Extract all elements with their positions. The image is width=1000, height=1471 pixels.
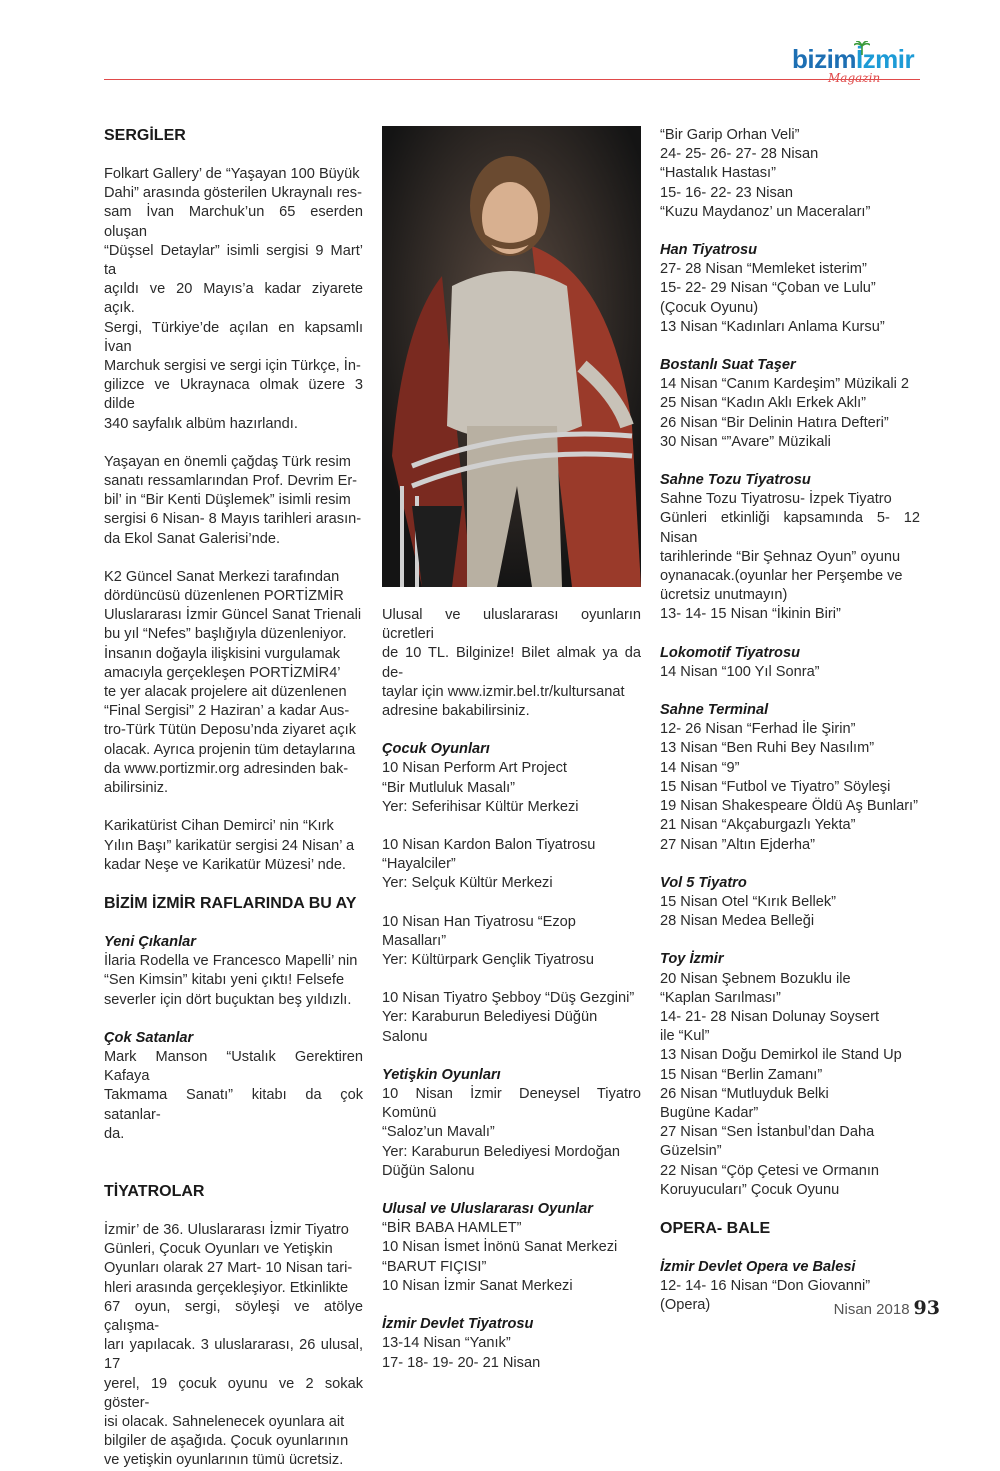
text-line: bilgiler de aşağıda. Çocuk oyunlarının [104, 1433, 349, 1450]
text-line: 15 Nisan “Berlin Zamanı” [660, 1066, 823, 1083]
text-line: 13 Nisan “Ben Ruhi Bey Nasılım” [660, 740, 875, 757]
text-line: Ulusal ve uluslararası oyunların ücretleri [382, 607, 641, 643]
text-line: Yer: Karaburun Belediyesi Mordoğan [382, 1143, 620, 1160]
text-line: açıldı ve 20 Mayıs’a kadar ziyarete açık. [104, 281, 363, 317]
text-line: 26 Nisan “Mutluyduk Belki [660, 1085, 829, 1102]
text-line: Koruyucuları” Çocuk Oyunu [660, 1181, 840, 1198]
paragraph-tiyatro-gunleri [104, 1221, 363, 1471]
text-line: bil’ in “Bir Kenti Düşlemek” isimli resim [104, 492, 351, 509]
text-line: Yılın Başı” karikatür sergisi 24 Nisan’ a [104, 837, 355, 854]
text-line: 12- 14- 16 Nisan “Don Giovanni” (Opera) [660, 1278, 871, 1314]
section-title-opera-bale: OPERA- BALE [660, 1219, 771, 1237]
text-line: severler için dört buçuktan beş yıldızlı. [104, 991, 352, 1008]
text-line: da Ekol Sanat Galerisi’nde. [104, 530, 281, 547]
text-line: “Saloz’un Mavalı” [382, 1124, 495, 1141]
subhead-cocuk-oyunlari: Çocuk Oyunları [382, 741, 490, 758]
text-line: Düğün Salonu [382, 1162, 475, 1179]
section-title-tiyatrolar: TİYATROLAR [104, 1182, 205, 1200]
text-line: dördüncüsü düzenlenen PORTİZMİR [104, 588, 344, 605]
text-line: 28 Nisan Medea Belleği [660, 913, 815, 930]
text-line: olacak. Ayrıca projenin tüm detaylarına [104, 741, 356, 758]
text-line: 10 Nisan Perform Art Project [382, 760, 567, 777]
listing-group [382, 836, 641, 894]
text-line: 13 Nisan Doğu Demirkol ile Stand Up [660, 1047, 902, 1064]
text-line: da. [104, 1125, 125, 1142]
text-line: 27 Nisan ”Altın Ejderha” [660, 836, 815, 853]
text-line: Güzelsin” [660, 1143, 722, 1160]
text-line: 10 Nisan Tiyatro Şebboy “Düş Gezgini” [382, 990, 635, 1007]
paragraph-devrim-erbil [104, 453, 363, 549]
text-line: Yaşayan en önemli çağdaş Türk resim [104, 453, 351, 470]
text-line: tarihlerinde “Bir Şehnaz Oyun” oyunu [660, 548, 901, 565]
listing-group [660, 663, 920, 682]
text-line: 26 Nisan “Bir Delinin Hatıra Defteri” [660, 414, 889, 431]
text-line: İlaria Rodella ve Francesco Mapelli’ nin [104, 953, 358, 970]
text-line: Sergi, Türkiye’de açılan en kapsamlı İvan [104, 319, 363, 355]
listing-group [660, 375, 920, 452]
text-line: 13- 14- 15 Nisan “İkinin Biri” [660, 606, 841, 623]
listing-group [382, 989, 641, 1047]
logo-text-izmir: İzmir [855, 44, 915, 74]
subhead-sahne-terminal: Sahne Terminal [660, 702, 769, 719]
brand-logo [792, 44, 922, 92]
text-line: 10 Nisan İzmir Deneysel Tiyatro Komünü [382, 1086, 641, 1122]
text-line: adresine bakabilirsiniz. [382, 703, 530, 720]
theatre-actor-photo [382, 126, 641, 587]
palm-tree-icon [854, 41, 870, 55]
text-line: 27 Nisan “Sen İstanbul’dan Daha [660, 1124, 875, 1141]
subhead-devlet-opera: İzmir Devlet Opera ve Balesi [660, 1258, 856, 1275]
section-title-raflar: BİZİM İZMİR RAFLARINDA BU AY [104, 894, 357, 912]
text-line: tro-Türk Tütün Deposu’nda ziyaret açık [104, 722, 356, 739]
paragraph-cok-satanlar [104, 1048, 363, 1144]
text-line: “Bir Mutluluk Masalı” [382, 779, 515, 796]
text-line: 15- 16- 22- 23 Nisan [660, 184, 794, 201]
subhead-yetiskin-oyunlari: Yetişkin Oyunları [382, 1066, 501, 1083]
listing-group [382, 1334, 641, 1372]
text-line: te yer alacak projelere ait düzenlenen [104, 684, 347, 701]
page-number: 93 [913, 1297, 940, 1319]
text-line: amacıyla gerçekleşen PORTİZMİR4’ [104, 664, 341, 681]
text-line: “Hastalık Hastası” [660, 165, 776, 182]
listing-group [660, 893, 920, 931]
paragraph-ucretler [382, 606, 641, 721]
text-line: sam İvan Marchuk’un 65 eserden oluşan [104, 204, 363, 240]
text-line: da www.portizmir.org adresinden bak- [104, 760, 349, 777]
text-line: 14 Nisan “100 Yıl Sonra” [660, 663, 820, 680]
listing-group [382, 759, 641, 817]
text-line: de 10 TL. Bilginize! Bilet almak ya da de- [382, 645, 641, 681]
text-line: Folkart Gallery’ de “Yaşayan 100 Büyük [104, 166, 360, 182]
subhead-han-tiyatrosu: Han Tiyatrosu [660, 242, 758, 259]
text-line: 15 Nisan Otel “Kırık Bellek” [660, 893, 836, 910]
text-line: 17- 18- 19- 20- 21 Nisan [382, 1354, 541, 1371]
subhead-ulusal-oyunlar: Ulusal ve Uluslararası Oyunlar [382, 1201, 593, 1218]
text-line: 24- 25- 26- 27- 28 Nisan [660, 146, 819, 163]
text-line: 22 Nisan “Çöp Çetesi ve Ormanın [660, 1162, 879, 1179]
text-line: sanatı ressamlarından Prof. Devrim Er- [104, 473, 358, 490]
paragraph-folkart [104, 165, 363, 434]
text-line: “Düşsel Detaylar” isimli sergisi 9 Mart’ ta [104, 242, 363, 279]
issue-date: Nisan 2018 [833, 1301, 910, 1318]
text-line: abilirsiniz. [104, 780, 169, 797]
text-line: İzmir’ de 36. Uluslararası İzmir Tiyatro [104, 1221, 349, 1238]
listing-group [660, 720, 920, 854]
subhead-lokomotif: Lokomotif Tiyatrosu [660, 644, 801, 661]
subhead-bostanli: Bostanlı Suat Taşer [660, 357, 796, 374]
text-line: K2 Güncel Sanat Merkezi tarafından [104, 568, 340, 585]
text-line: hleri arasında gerçekleşiyor. Etkinlikte [104, 1279, 349, 1296]
text-line: 14 Nisan “Canım Kardeşim” Müzikali 2 [660, 376, 909, 393]
text-line: taylar için www.izmir.bel.tr/kultursanat [382, 683, 625, 700]
subhead-yeni-cikanlar: Yeni Çıkanlar [104, 933, 196, 950]
text-line: İnsanın doğayla ilişkisini vurgulamak [104, 645, 341, 662]
text-line: 27- 28 Nisan “Memleket isterim” [660, 261, 867, 278]
text-line: 14 Nisan “9” [660, 759, 740, 776]
section-title-sergiler: SERGİLER [104, 127, 186, 144]
text-line: ücretsiz unutmayın) [660, 587, 788, 604]
text-line: Takmama Sanatı” kitabı da çok satanlar- [104, 1087, 363, 1123]
text-line: “Kaplan Sarılması” [660, 989, 781, 1006]
text-line: 67 oyun, sergi, söyleşi ve atölye çalışma- [104, 1298, 363, 1334]
text-line: 340 sayfalık albüm hazırlandı. [104, 415, 298, 432]
listing-group [382, 913, 641, 971]
text-line: Yer: Karaburun Belediyesi Düğün Salonu [382, 1009, 598, 1045]
page-footer [834, 1297, 940, 1319]
text-line: ve yetişkin oyunlarının tümü ücretsiz. [104, 1452, 344, 1469]
paragraph-yeni-cikanlar [104, 952, 363, 1010]
actor-illustration [382, 126, 641, 587]
paragraph-portizmir [104, 568, 363, 798]
text-line: 13 Nisan “Kadınları Anlama Kursu” [660, 318, 885, 335]
text-line: gilizce ve Ukraynaca olmak üzere 3 dilde [104, 377, 363, 413]
text-line: ları yapılacak. 3 uluslararası, 26 ulusal, 17 [104, 1337, 363, 1373]
text-line: Sahne Tozu Tiyatrosu- İzpek Tiyatro [660, 491, 892, 508]
listing-group [660, 260, 920, 337]
text-line: 19 Nisan Shakespeare Öldü Aş Bunları” [660, 798, 918, 815]
text-line: ile “Kul” [660, 1028, 710, 1045]
text-line: “Sen Kimsin” kitabı yeni çıktı! Felsefe [104, 972, 345, 989]
text-line: 15- 22- 29 Nisan “Çoban ve Lulu” [660, 280, 876, 297]
text-line: Dahi” arasında gösterilen Ukraynalı res- [104, 185, 362, 202]
text-line: 10 Nisan İzmir Sanat Merkezi [382, 1277, 573, 1294]
text-line: Günleri etkinliği kapsamında 5- 12 Nisan [660, 510, 920, 546]
text-line: sergisi 6 Nisan- 8 Mayıs tarihleri arasın- [104, 511, 362, 528]
listing-group [382, 1085, 641, 1181]
text-line: Yer: Seferihisar Kültür Merkezi [382, 798, 579, 815]
logo-subtitle: Magazin [828, 71, 881, 85]
subhead-vol5: Vol 5 Tiyatro [660, 874, 747, 891]
text-line: 10 Nisan Kardon Balon Tiyatrosu [382, 837, 596, 854]
listing-group [660, 490, 920, 624]
listing-group [660, 970, 920, 1200]
text-line: 25 Nisan “Kadın Aklı Erkek Aklı” [660, 395, 867, 412]
logo-text-bizim: bizim [792, 44, 856, 74]
listing-group [660, 126, 920, 222]
text-line: isi olacak. Sahnelenecek oyunlara ait [104, 1413, 345, 1430]
text-line: Yer: Selçuk Kültür Merkezi [382, 875, 553, 892]
text-line: 13-14 Nisan “Yanık” [382, 1335, 511, 1352]
text-line: oynanacak.(oyunlar her Perşembe ve [660, 568, 903, 585]
text-line: Bugüne Kadar” [660, 1104, 759, 1121]
text-line: 20 Nisan Şebnem Bozuklu ile [660, 970, 851, 987]
text-line: “BARUT FIÇISI” [382, 1258, 487, 1275]
text-line: 15 Nisan “Futbol ve Tiyatro” Söyleşi [660, 778, 891, 795]
text-line: 10 Nisan Han Tiyatrosu “Ezop Masalları” [382, 913, 576, 949]
subhead-sahne-tozu: Sahne Tozu Tiyatrosu [660, 472, 811, 489]
subhead-cok-satanlar: Çok Satanlar [104, 1029, 194, 1046]
subhead-toy-izmir: Toy İzmir [660, 951, 724, 968]
text-line: 14- 21- 28 Nisan Dolunay Soysert [660, 1008, 880, 1025]
text-line: kadar Neşe ve Karikatür Müzesi’ nde. [104, 856, 346, 873]
text-line: “Bir Garip Orhan Veli” [660, 127, 800, 143]
column-3 [660, 126, 920, 1316]
text-line: Uluslararası İzmir Güncel Sanat Trienali [104, 607, 362, 624]
text-line: bu yıl “Nefes” başlığıyla düzenleniyor. [104, 626, 347, 643]
text-line: Mark Manson “Ustalık Gerektiren Kafaya [104, 1048, 363, 1085]
text-line: 30 Nisan “”Avare” Müzikali [660, 433, 831, 450]
column-1 [104, 126, 363, 1471]
text-line: (Çocuk Oyunu) [660, 299, 759, 316]
text-line: yerel, 19 çocuk oyunu ve 2 sokak göster- [104, 1375, 363, 1411]
text-line: Yer: Kültürpark Gençlik Tiyatrosu [382, 952, 594, 969]
text-line: Karikatürist Cihan Demirci’ nin “Kırk [104, 818, 334, 835]
text-line: “Hayalciler” [382, 856, 456, 873]
text-line: Oyunları olarak 27 Mart- 10 Nisan tari- [104, 1260, 353, 1277]
column-2 [382, 126, 641, 1373]
text-line: Marchuk sergisi ve sergi için Türkçe, İn- [104, 358, 361, 375]
text-line: “Kuzu Maydanoz’ un Maceraları” [660, 203, 871, 220]
text-line: Günleri, Çocuk Oyunları ve Yetişkin [104, 1241, 333, 1258]
text-line: 12- 26 Nisan “Ferhad İle Şirin” [660, 721, 856, 738]
text-line: 21 Nisan “Akçaburgazlı Yekta” [660, 817, 856, 834]
text-line: “BİR BABA HAMLET” [382, 1220, 522, 1237]
subhead-izmir-devlet-tiyatrosu: İzmir Devlet Tiyatrosu [382, 1316, 534, 1333]
listing-group [382, 1219, 641, 1296]
paragraph-karikatur [104, 817, 363, 875]
text-line: 10 Nisan İsmet İnönü Sanat Merkezi [382, 1239, 618, 1256]
text-line: “Final Sergisi” 2 Haziran’ a kadar Aus- [104, 703, 350, 720]
